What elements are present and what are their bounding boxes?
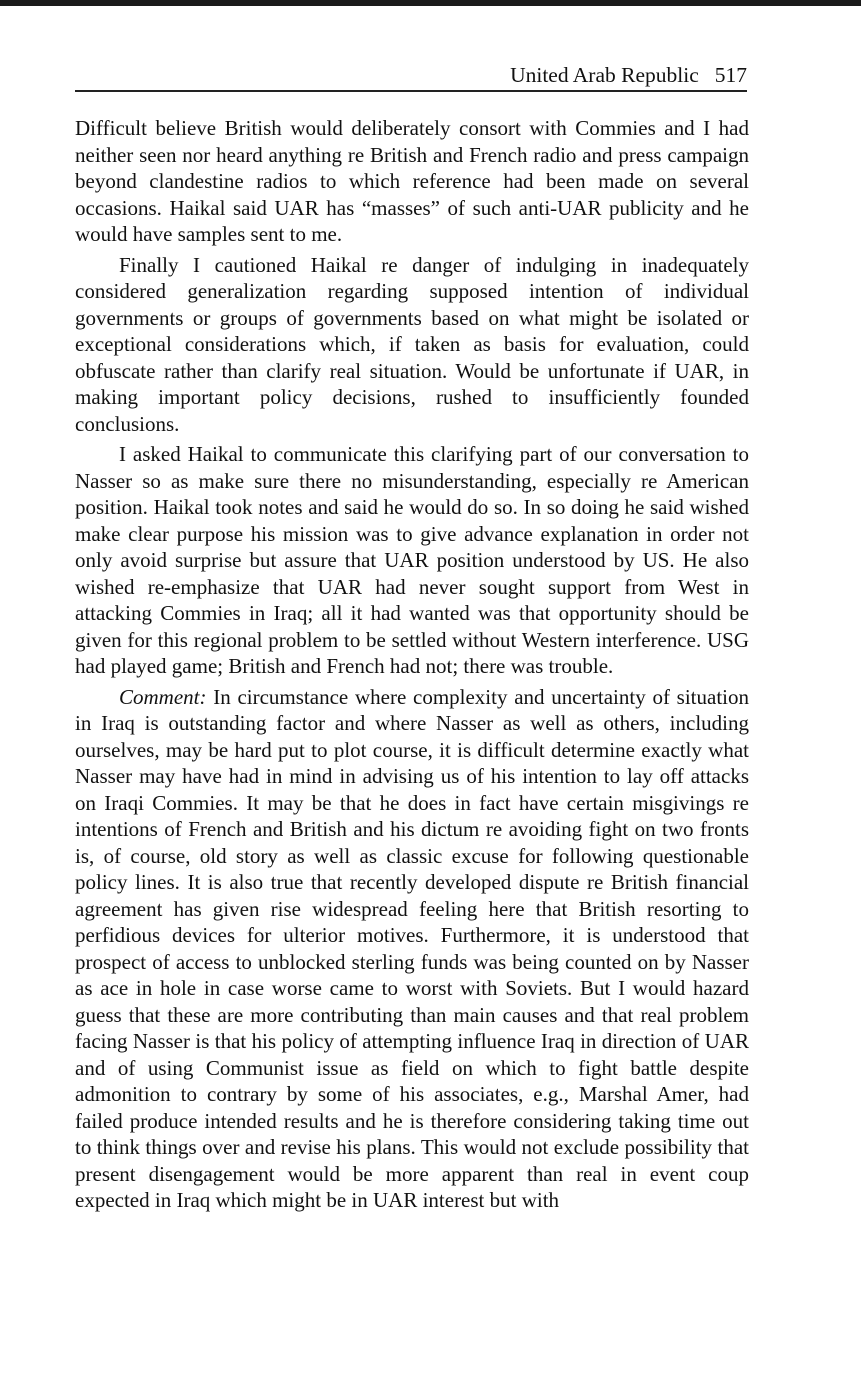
- page-header: [75, 60, 747, 92]
- paragraph-3: I asked Haikal to communicate this clarifying part of our conversation to Nasser so as make sure there no misunderstanding, especially re American position. Haikal took notes and said he would do so. In so doing he said wished make clear purpose his mission was to give advance explanation in order not only avoid surprise but assure that UAR position understood by US. He also wished re-emphasize that UAR had never sought support from West in attacking Commies in Iraq; all it had wanted was that opportunity should be given for this regional problem to be settled without Western interference. USG had played game; British and French had not; there was trouble.: [75, 442, 749, 678]
- comment-label: Comment:: [119, 684, 207, 709]
- document-body: [75, 115, 749, 1218]
- page-number: 517: [714, 63, 747, 87]
- paragraph-2: Finally I cautioned Haikal re danger of indulging in inadequately considered generalization regarding supposed intention of individual governments or groups of governments based on what might be isolated or exceptional considerations which, if taken as basis for evaluation, could obfuscate rather than clarify real situation. Would be unfortunate if UAR, in making important policy decisions, rushed to insufficiently founded conclusions.: [75, 252, 749, 436]
- paragraph-4-text: In circumstance where complexity and uncertainty of situation in Iraq is outstanding factor and where Nasser as well as others, including ourselves, may be hard put to plot course, it is difficult determine exactly what Nasser may have had in mind in advising us of his intention to lay off attacks on Iraqi Commies. It may be that he does in fact have certain misgivings re intentions of French and British and his dictum re avoiding fight on two fronts is, of course, old story as well as classic excuse for following questionable policy lines. It is also true that recently developed dispute re British financial agreement has given rise widespread feeling here that British resorting to perfidious devices for ulterior motives. Furthermore, it is understood that prospect of access to unblocked sterling funds was being counted on by Nasser as ace in hole in case worse came to worst with Soviets. But I would hazard guess that these are more contributing than main causes and that real problem facing Nasser is that his policy of attempting influence Iraq in direction of UAR and of using Communist issue as field on which to fight battle despite admonition to contrary by some of his associates, e.g., Marshal Amer, had failed produce intended results and he is therefore considering taking time out to think things over and revise his plans. This would not exclude possibility that present disengagement would be more apparent than real in event coup expected in Iraq which might be in UAR interest but with: [75, 684, 749, 1212]
- paragraph-1: Difficult believe British would deliberately consort with Commies and I had neither seen nor heard anything re British and French radio and press campaign beyond clandestine radios to which reference had been made on several occasions. Haikal said UAR has “masses” of such anti-UAR publicity and he would have samples sent to me.: [75, 116, 749, 246]
- running-title: United Arab Republic: [510, 63, 699, 87]
- running-head: [510, 62, 747, 88]
- paragraph-4: [75, 684, 749, 1214]
- page-top-edge: [0, 0, 861, 6]
